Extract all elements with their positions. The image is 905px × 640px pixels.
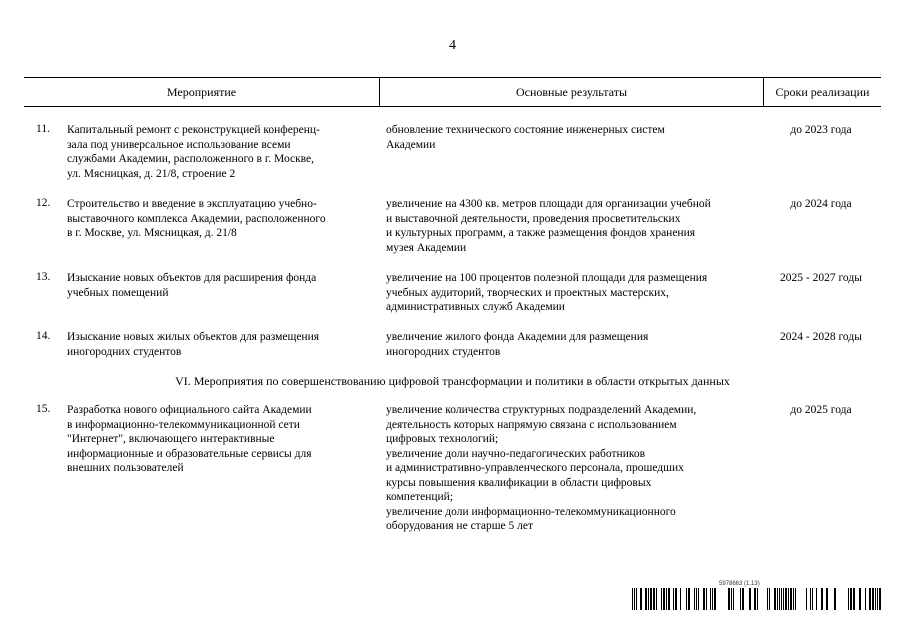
event-line: службами Академии, расположенного в г. Москве, [67,153,315,165]
barcode-bar [781,588,782,610]
row-term: до 2023 года [790,124,852,136]
event-line: Строительство и введение в эксплуатацию учебно- [67,198,317,210]
event-line: Разработка нового официального сайта Академии [67,404,312,416]
row-term: до 2024 года [790,198,852,210]
table-header-bottom-rule [24,106,881,107]
event-line: иногородних студентов [67,345,182,358]
barcode-bar [816,588,817,610]
result-line: увеличение на 100 процентов полезной площади для размещения [386,272,708,284]
barcode-bar [733,588,734,610]
header-terms: Сроки реализации [775,85,870,99]
result-line: административных служб Академии [386,301,565,313]
barcode-bar [742,588,744,610]
barcode-bar [769,588,770,610]
event-line: Изыскание новых объектов для расширения фонда [67,272,317,284]
row-term: 2025 - 2027 годы [780,272,862,284]
barcode-bar [728,588,730,610]
barcode-bar [703,588,705,610]
row-result [386,123,758,152]
barcode-bar [790,588,792,610]
barcode-bar [688,588,690,610]
barcode-bar [812,588,813,610]
barcode-bar [859,588,861,610]
section-title: VI. Мероприятия по совершенствованию цифровой трансформации и политики в области открытых данных [175,374,730,388]
row-term: до 2025 года [790,404,852,416]
barcode-bar [785,588,787,610]
result-line: учебных аудиторий, творческих и проектных мастерских, [386,286,669,299]
result-line: Академии [386,138,436,151]
event-line: в информационно-телекоммуникационной сети [67,418,300,431]
barcode-bar [740,588,741,610]
event-line: "Интернет", включающего интерактивные [67,433,275,445]
result-line: и культурных программ, а также размещения фондов хранения [386,227,696,239]
barcode-bar [806,588,807,610]
barcode-bar [754,588,756,610]
barcode-bar [636,588,637,610]
barcode-bar [879,588,881,610]
barcode-bar [731,588,732,610]
result-line: музея Академии [386,241,467,254]
page-number: 4 [449,38,456,53]
result-line: увеличение жилого фонда Академии для размещения [386,331,649,343]
barcode-caption: 5978663 (1.13) [719,581,760,587]
row-event [67,123,367,181]
event-line: Капитальный ремонт с реконструкцией конференц- [67,124,320,136]
barcode-bar [793,588,794,610]
barcode-bar [666,588,667,610]
result-line: оборудования не старше 5 лет [386,520,534,532]
event-line: ул. Мясницкая, д. 21/8, строение 2 [67,167,236,180]
barcode-bar [826,588,828,610]
row-event [67,271,367,300]
table-top-rule [24,77,881,78]
barcode-bar [774,588,776,610]
barcode-bar [656,588,657,610]
barcode-bar [749,588,751,610]
result-line: обновление технического состояние инженерных систем [386,124,665,136]
barcode-bar [777,588,778,610]
event-line: зала под универсальное использование всеми [67,138,291,151]
barcode-bar [834,588,836,610]
barcode-bar [640,588,642,610]
event-line: выставочного комплекса Академии, расположенного [67,212,326,225]
barcode-bar [650,588,652,610]
barcode-bar [767,588,768,610]
barcode-bar [653,588,655,610]
row-result [386,197,758,255]
row-term: 2024 - 2028 годы [780,331,862,343]
event-line: Изыскание новых жилых объектов для размещения [67,331,320,343]
barcode-bar [680,588,681,610]
row-event [67,403,367,476]
barcode-bar [694,588,695,610]
result-line: увеличение доли научно-педагогических работников [386,447,646,460]
barcode-bar [877,588,878,610]
barcode-bar [865,588,866,610]
barcode-image [632,588,882,610]
row-result [386,271,758,315]
row-number: 14. [36,330,51,342]
barcode-bar [850,588,852,610]
barcode-bar [712,588,713,610]
barcode-bar [795,588,796,610]
barcode-bar [853,588,855,610]
result-line: увеличение доли информационно-телекоммуникационного [386,505,676,518]
row-number: 13. [36,271,51,283]
barcode-bar [875,588,876,610]
barcode-bar [706,588,707,610]
event-line: информационные и образовательные сервисы для [67,447,312,460]
barcode-bar [757,588,758,610]
result-line: деятельность которых напрямую связана с использованием [386,418,677,431]
result-line: цифровых технологий; [386,433,499,445]
barcode-bar [696,588,697,610]
header-results: Основные результаты [515,85,628,99]
event-line: учебных помещений [67,286,169,299]
barcode-bar [634,588,635,610]
barcode-bar [668,588,670,610]
row-number: 12. [36,197,51,209]
result-line: и выставочной деятельности, проведения просветительских [386,212,681,225]
row-event [67,197,367,241]
barcode-bar [645,588,647,610]
row-number: 11. [36,123,50,135]
row-result [386,403,758,534]
result-line: курсы повышения квалификации в области цифровых [386,476,652,489]
barcode-bar [714,588,716,610]
barcode-bar [648,588,649,610]
barcode-bar [663,588,665,610]
result-line: компетенций; [386,491,454,503]
header-event: Мероприятие [166,85,237,99]
event-line: внешних пользователей [67,462,184,474]
barcode-bar [698,588,699,610]
result-line: и административно-управленческого персонала, прошедших [386,462,684,474]
barcode-bar [872,588,874,610]
barcode-bar [661,588,662,610]
barcode-bar [675,588,677,610]
barcode-bar [848,588,849,610]
row-result [386,330,758,359]
barcode-bar [632,588,633,610]
result-line: иногородних студентов [386,345,501,358]
event-line: в г. Москве, ул. Мясницкая, д. 21/8 [67,227,237,239]
barcode-bar [788,588,789,610]
barcode-bar [710,588,711,610]
barcode-bar [810,588,811,610]
barcode-bar [869,588,871,610]
row-number: 15. [36,403,51,415]
result-line: увеличение количества структурных подразделений Академии, [386,404,697,416]
barcode-bar [673,588,674,610]
barcode-bar [686,588,687,610]
row-event [67,330,367,359]
barcode-bar [821,588,823,610]
barcode-bar [779,588,780,610]
result-line: увеличение на 4300 кв. метров площади для организации учебной [386,198,711,210]
barcode-bar [783,588,784,610]
